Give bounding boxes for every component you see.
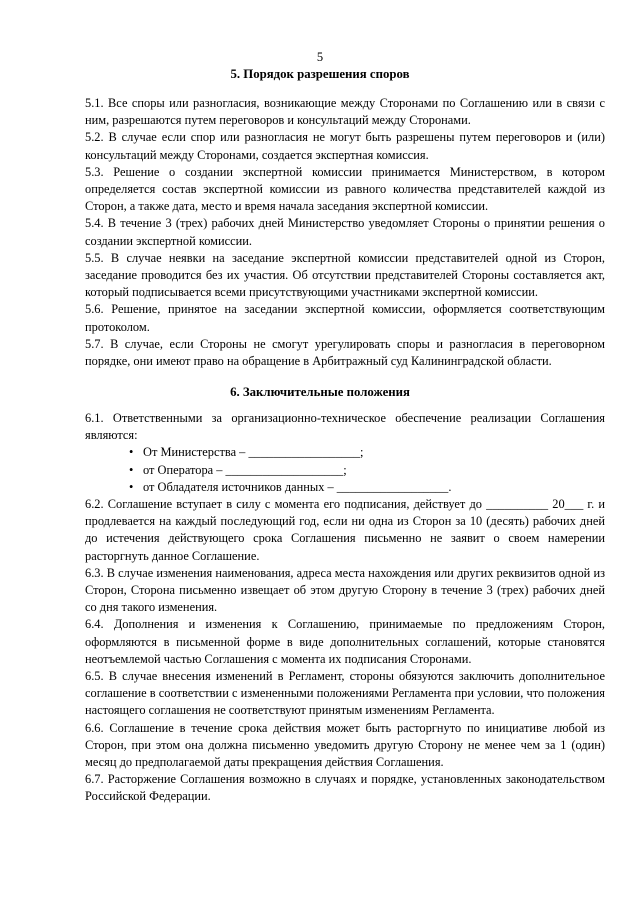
list-item: • от Оператора – ___________________; [143, 462, 605, 479]
section-5-title: 5. Порядок разрешения споров [230, 67, 410, 81]
paragraph-5-1: 5.1. Все споры или разногласия, возникающие между Сторонами по Соглашению или в связи с ним, разрешаются путем переговоров и консультаций между Сторонами. [85, 96, 605, 128]
paragraph-6-3: 6.3. В случае изменения наименования, адреса места нахождения или других реквизитов одной из Сторон, Сторона письменно извещает об этом другую Сторону в течение 3 (трех) рабочих дней со дня такого изменения. [85, 565, 605, 615]
paragraph-6-4: 6.4. Дополнения и изменения к Соглашению, принимаемые по предложениям Сторон, оформляются в письменной форме в виде дополнительных соглашений, которые становятся неотъемлемой частью Соглашения с момента их подписания Сторонами. [85, 617, 605, 666]
list-item: • От Министерства – __________________; [143, 444, 605, 461]
list-item: • от Обладателя источников данных – __________________. [143, 479, 605, 496]
paragraph-6-5: 6.5. В случае внесения изменений в Регламент, стороны обязуются заключить дополнительное соглашение в соответствии с измененными положениями Регламента при условии, что положения настоящего соглашения не соответствуют принятым изменениям Регламента. [85, 669, 605, 718]
section-6-body [85, 410, 605, 806]
paragraph-5-4: 5.4. В течение 3 (трех) рабочих дней Министерство уведомляет Стороны о принятии решения о создании экспертной комиссии. [85, 216, 605, 248]
paragraph-6-2: 6.2. Соглашение вступает в силу с момента его подписания, действует до __________ 20___ г. и продлевается на каждый последующий год, если ни одна из Сторон за 10 (десять) рабочих дней до истечения действующего срока Соглашения письменно не заявит о своем намерении расторгнуть данное Соглашение. [85, 497, 605, 563]
paragraph-5-3: 5.3. Решение о создании экспертной комиссии принимается Министерством, в котором определяется состав экспертной комиссии из равного количества представителей каждой из Сторон, а также дата, место и время начала заседания экспертной комиссии. [85, 164, 605, 214]
section-5-body [85, 95, 605, 370]
paragraph-5-7: 5.7. В случае, если Стороны не смогут урегулировать споры и разногласия в переговорном порядке, они имеют право на обращение в Арбитражный суд Калининградской области. [85, 336, 605, 369]
paragraph-5-6: 5.6. Решение, принятое на заседании экспертной комиссии, оформляется соответствующим протоколом. [85, 302, 605, 334]
paragraph-6-6: 6.6. Соглашение в течение срока действия может быть расторгнуто по инициативе любой из Сторон, при этом она должна письменно уведомить другую Сторону не менее чем за 1 (один) месяц до предполагаемой даты прекращения действия Соглашения. [85, 720, 605, 770]
responsible-list [85, 444, 605, 496]
page-number: 5 [316, 50, 324, 64]
paragraph-6-7: 6.7. Расторжение Соглашения возможно в случаях и порядке, установленных законодательством Российской Федерации. [85, 772, 605, 804]
paragraph-5-5: 5.5. В случае неявки на заседание экспертной комиссии представителей одной из Сторон, заседание проводится без их участия. Об отсутствии представителей Стороны составляется акт, который подписывается всеми присутствующими участниками экспертной комиссии. [85, 250, 605, 300]
paragraph-6-1: 6.1. Ответственными за организационно-техническое обеспечение реализации Соглашения являются: [85, 411, 605, 443]
section-6-title: 6. Заключительные положения [230, 385, 410, 399]
paragraph-5-2: 5.2. В случае если спор или разногласия не могут быть разрешены путем переговоров и (или) консультаций между Сторонами, создается экспертная комиссия. [85, 130, 605, 162]
